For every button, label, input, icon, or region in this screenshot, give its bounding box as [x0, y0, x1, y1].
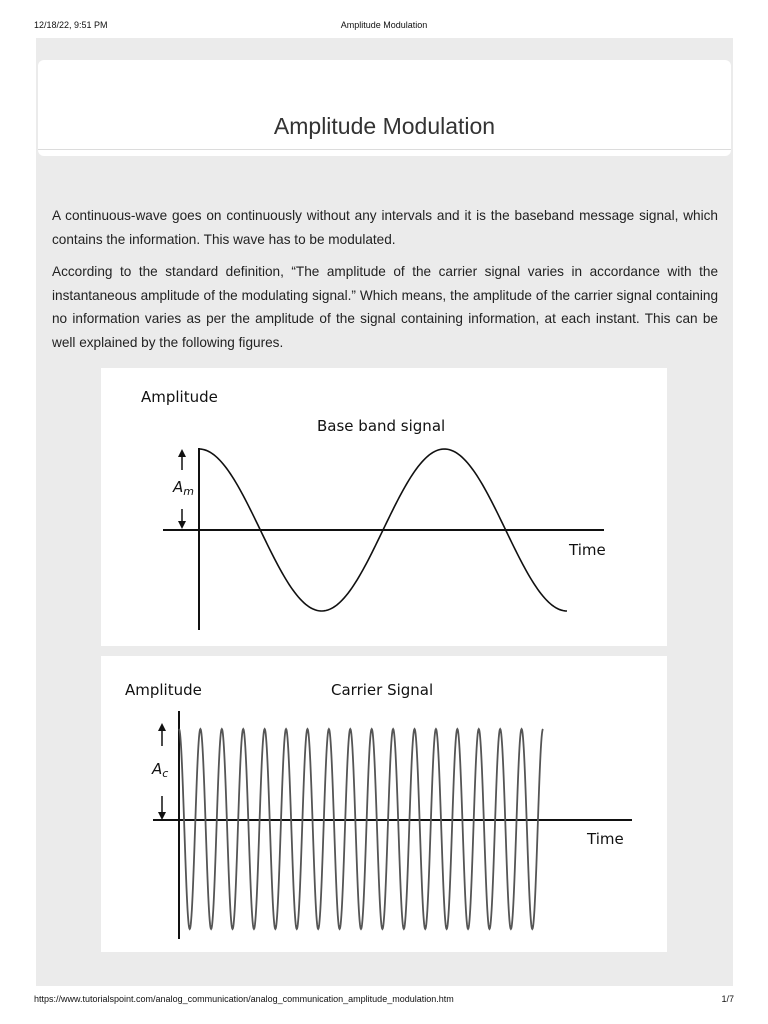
x-axis-label: Time	[569, 541, 606, 559]
print-header	[0, 0, 768, 38]
paragraph-baseband: A continuous-wave goes on continuously without any intervals and it is the baseband message signal, which contains the information. This wave has to be modulated.	[52, 208, 718, 247]
amp-arrow-up-head	[158, 723, 166, 731]
amp-arrow-up-head	[178, 449, 186, 457]
figure-title: Base band signal	[317, 417, 446, 435]
print-datetime: 12/18/22, 9:51 PM	[34, 20, 108, 30]
y-axis-label: Amplitude	[141, 388, 218, 406]
page-url: https://www.tutorialspoint.com/analog_communication/analog_communication_amplitude_modulation.htm	[34, 994, 454, 1004]
title-divider	[38, 149, 731, 150]
page-number: 1/7	[721, 994, 734, 1004]
page-content	[36, 38, 733, 986]
paragraph-definition: According to the standard definition, “The amplitude of the carrier signal varies in accordance with the instantaneous amplitude of the modulating signal.” Which means, the amplitude of the carrier signal containing no information varies as per the amplitude of the signal containing information, at each instant. This can be well explained by the following figures.	[52, 264, 718, 350]
carrier-signal-figure	[101, 656, 667, 952]
print-footer	[0, 990, 768, 1010]
amp-arrow-down-head	[178, 521, 186, 529]
y-axis-label: Amplitude	[125, 681, 202, 699]
amplitude-symbol: $A_c$	[152, 760, 169, 780]
baseband-signal-figure	[101, 368, 667, 646]
title-card	[38, 60, 731, 156]
baseband-chart	[101, 368, 667, 646]
print-title: Amplitude Modulation	[340, 20, 428, 30]
carrier-chart	[101, 656, 667, 952]
amplitude-symbol: $A_m$	[173, 478, 194, 498]
x-axis-label: Time	[587, 830, 624, 848]
amp-arrow-down-head	[158, 812, 166, 820]
page-title: Amplitude Modulation	[273, 113, 496, 139]
carrier-wave	[179, 729, 543, 929]
figure-title: Carrier Signal	[331, 681, 434, 699]
